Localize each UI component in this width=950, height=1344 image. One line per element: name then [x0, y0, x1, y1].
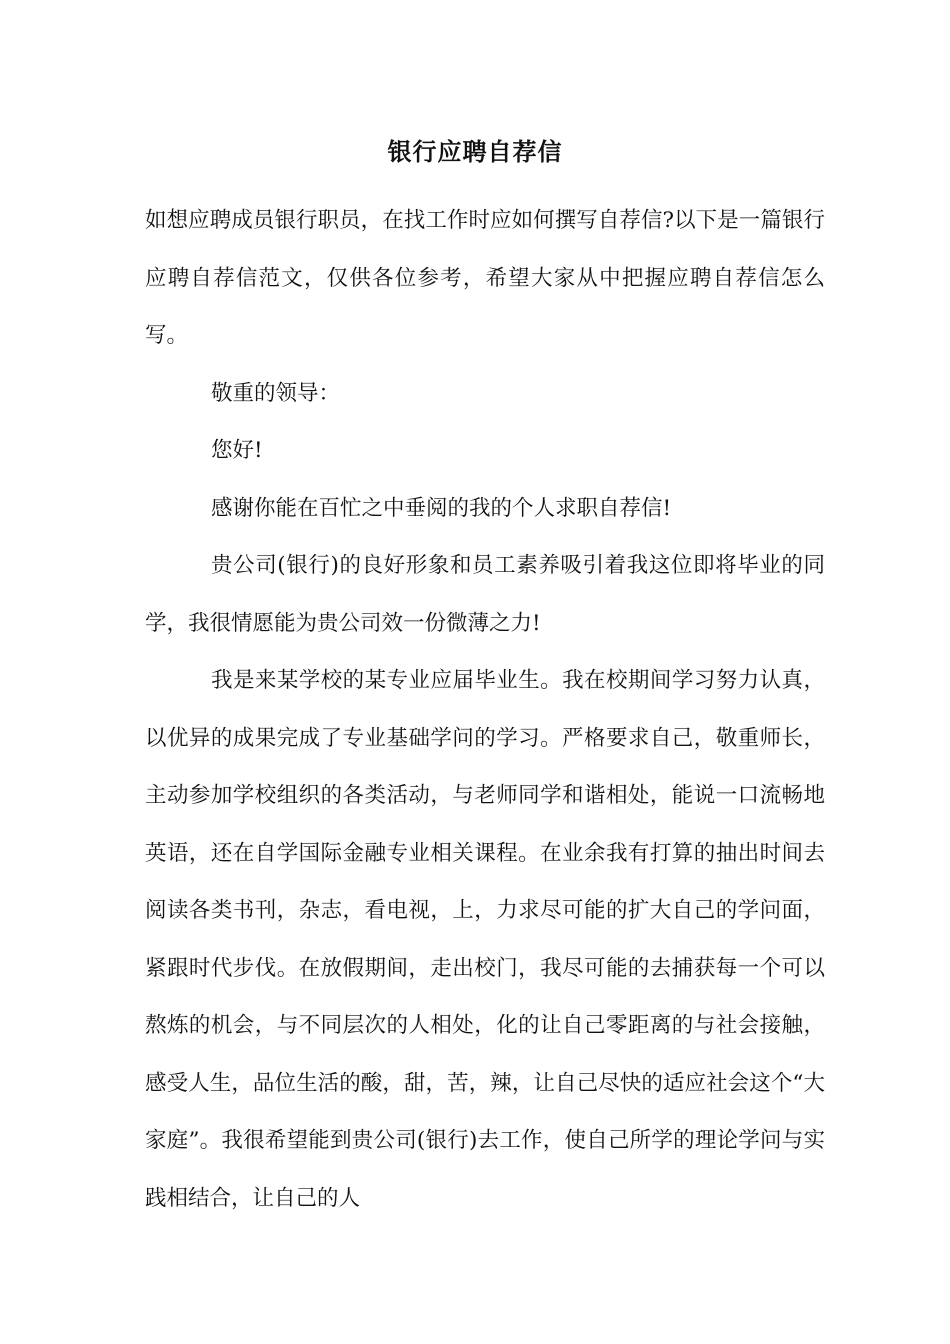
- company-paragraph: 贵公司(银行)的良好形象和员工素养吸引着我这位即将毕业的同学，我很情愿能为贵公司效一份微薄之力!: [145, 553, 825, 636]
- greeting: 您好!: [211, 438, 263, 463]
- salutation: 敬重的领导：: [211, 380, 341, 406]
- self-intro-paragraph: 我是来某学校的某专业应届毕业生。我在校期间学习努力认真，以优异的成果完成了专业基础学问的学习。严格要求自己，敬重师长，主动参加学校组织的各类活动，与老师同学和谐相处，能说一口流畅地英语，还在自学国际金融专业相关课程。在业余我有打算的抽出时间去阅读各类书刊，杂志，看电视，上，力求尽可能的扩大自己的学问面，紧跟时代步伐。在放假期间，走出校门，我尽可能的去捕获每一个可以熬炼的机会，与不同层次的人相处，化的让自己零距离的与社会接触，感受人生，品位生活的酸，甜，苦，辣，让自己尽快的适应社会这个“大家庭”。我很希望能到贵公司(银行)去工作，使自己所学的理论学问与实践相结合，让自己的人: [145, 668, 825, 1211]
- document-title: 银行应聘自荐信: [387, 137, 563, 166]
- intro-paragraph: 如想应聘成员银行职员，在找工作时应如何撰写自荐信?以下是一篇银行应聘自荐信范文，仅供各位参考，希望大家从中把握应聘自荐信怎么写。: [145, 208, 825, 348]
- thanks-paragraph: 感谢你能在百忙之中垂阅的我的个人求职自荐信!: [211, 495, 672, 521]
- document-body: [145, 192, 825, 1227]
